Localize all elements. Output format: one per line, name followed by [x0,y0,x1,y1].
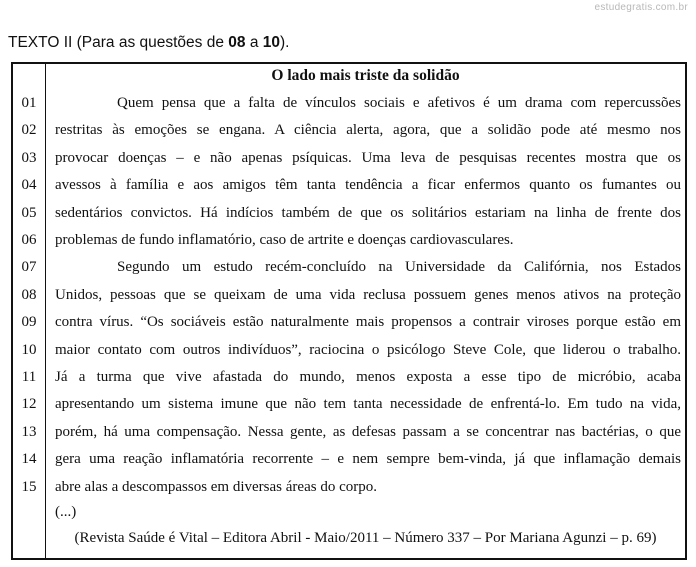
article-line: sedentários convictos. Há indícios também de que os solitários estariam na linha de frente dos [55,204,681,221]
line-number: 09 [21,314,37,331]
article-line: contra vírus. “Os sociáveis estão naturalmente mais propensos a contrair viroses porque estão em [55,314,681,331]
article-line: avessos à família e aos amigos têm tanta tendência a ficar enfermos quanto os fumantes ou [55,177,681,194]
header-middle: a [245,34,263,51]
section-header [8,34,289,52]
article-line: maior contato com outros indivíduos”, raciocina o psicólogo Steve Cole, que liderou o trabalho. [55,341,681,358]
line-number: 01 [21,95,37,111]
line-number: 08 [21,286,37,303]
article-frame [11,62,687,560]
article-line: abre alas a descompassos em diversas áreas do corpo. [55,478,377,495]
line-number: 06 [21,232,37,248]
line-number: 02 [21,122,37,139]
article-title: O lado mais triste da solidão [271,67,460,84]
header-suffix: ). [280,34,290,51]
article-line: restritas às emoções se engana. A ciência alerta, agora, que a solidão pode até mesmo nos [55,122,681,139]
article-line: gera uma reação inflamatória recorrente – e nem sempre bem-vinda, já que inflamação demais [55,451,681,468]
article-line: Quem pensa que a falta de vínculos sociais e afetivos é um drama com repercussões [117,95,681,111]
line-number: 14 [21,451,37,468]
article-line: provocar doenças – e não apenas psíquicas. Uma leva de pesquisas recentes mostra que os [55,149,681,166]
line-number-divider [45,64,46,558]
watermark: estudegratis.com.br [594,2,688,13]
question-to: 10 [262,34,280,51]
question-from: 08 [228,34,246,51]
article-line: apresentando um sistema imune que não tem tanta necessidade de enfrentá-lo. Em tudo na vida, [55,396,681,413]
line-number: 13 [21,423,37,440]
article-line: Segundo um estudo recém-concluído na Universidade da Califórnia, nos Estados [117,259,681,276]
article-line: problemas de fundo inflamatório, caso de artrite e doenças cardiovasculares. [55,232,514,248]
line-number: 05 [21,204,37,221]
article-line: Já a turma que vive afastada do mundo, menos exposta a esse tipo de micróbio, acaba [55,369,681,385]
line-number: 07 [21,259,37,276]
article-line: Unidos, pessoas que se queixam de uma vida reclusa possuem genes menos ativos na proteção [55,286,681,303]
article-source: (Revista Saúde é Vital – Editora Abril - Maio/2011 – Número 337 – Por Mariana Agunzi – p. 69) [74,530,657,546]
article-line: porém, há uma compensação. Nessa gente, as defesas passam a se concentrar nas bactérias, o que [55,423,681,440]
line-number: 04 [21,177,37,194]
line-number: 15 [21,478,37,495]
ellipsis: (...) [55,504,77,520]
header-prefix: TEXTO II (Para as questões de [8,34,229,51]
line-number: 12 [21,396,37,413]
line-number: 11 [21,369,37,385]
line-number: 10 [21,341,37,358]
line-number: 03 [21,149,37,166]
